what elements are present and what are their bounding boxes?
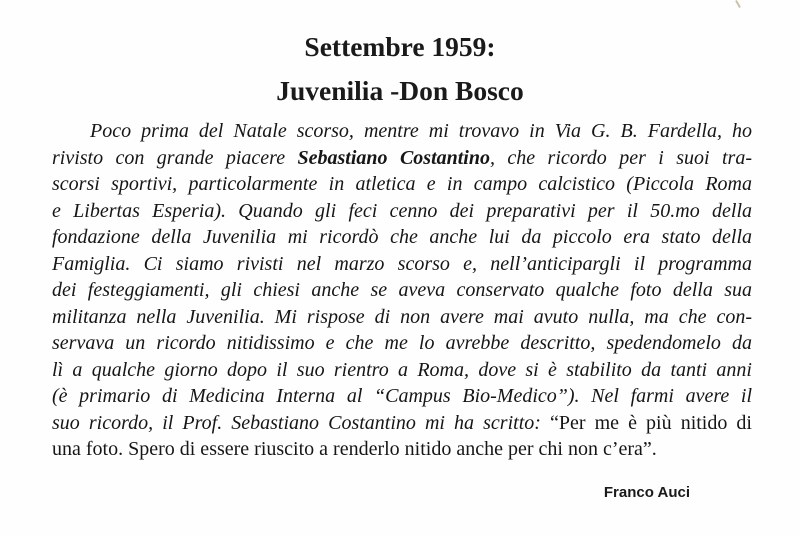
person-name: Sebastiano Costantino — [297, 146, 490, 169]
body-line: militanza nella Juvenilia. Mi rispose di non avere mai avuto nulla, ma che con- — [52, 305, 752, 328]
body-line: suo ricordo, il Prof. Sebastiano Costantino mi ha scritto: “Per me è più nitido di — [52, 411, 752, 434]
title-line-1: Settembre 1959: — [304, 31, 496, 62]
body-line: scorsi sportivi, particolarmente in atletica e in campo calcistico (Piccola Roma — [52, 173, 752, 195]
body-line: Poco prima del Natale scorso, mentre mi trovavo in Via G. B. Fardella, ho — [90, 120, 752, 142]
body-line: e Libertas Esperia). Quando gli feci cenno dei preparativi per il 50.mo della — [52, 199, 752, 222]
body-line: Famiglia. Ci siamo rivisti nel marzo scorso e, nell’anticipargli il programma — [52, 252, 752, 275]
author-signature: Franco Auci — [603, 484, 690, 501]
quote-text: una foto. Spero di essere riuscito a renderlo nitido anche per chi non c’era”. — [52, 438, 657, 460]
body-line — [52, 436, 752, 463]
quote-text: “Per me è più nitido di — [549, 411, 752, 434]
body-line: lì a qualche giorno dopo il suo rientro a Roma, dove si è stabilito da tanti anni — [52, 358, 752, 381]
title-line-2: Juvenilia -Don Bosco — [276, 75, 524, 106]
page-mark — [735, 0, 741, 8]
body-line: fondazione della Juvenilia mi ricordò che anche lui da piccolo era stato della — [52, 226, 752, 248]
article-body — [52, 118, 752, 463]
body-line: servava un ricordo nitidissimo e che me lo avrebbe descritto, spedendomelo da — [52, 332, 752, 354]
body-line: rivisto con grande piacere Sebastiano Costantino, che ricordo per i suoi tra- — [52, 146, 752, 169]
body-line: (è primario di Medicina Interna al “Campus Bio-Medico”). Nel farmi avere il — [52, 385, 752, 407]
body-line: dei festeggiamenti, gli chiesi anche se aveva conservato qualche foto della sua — [52, 279, 752, 301]
